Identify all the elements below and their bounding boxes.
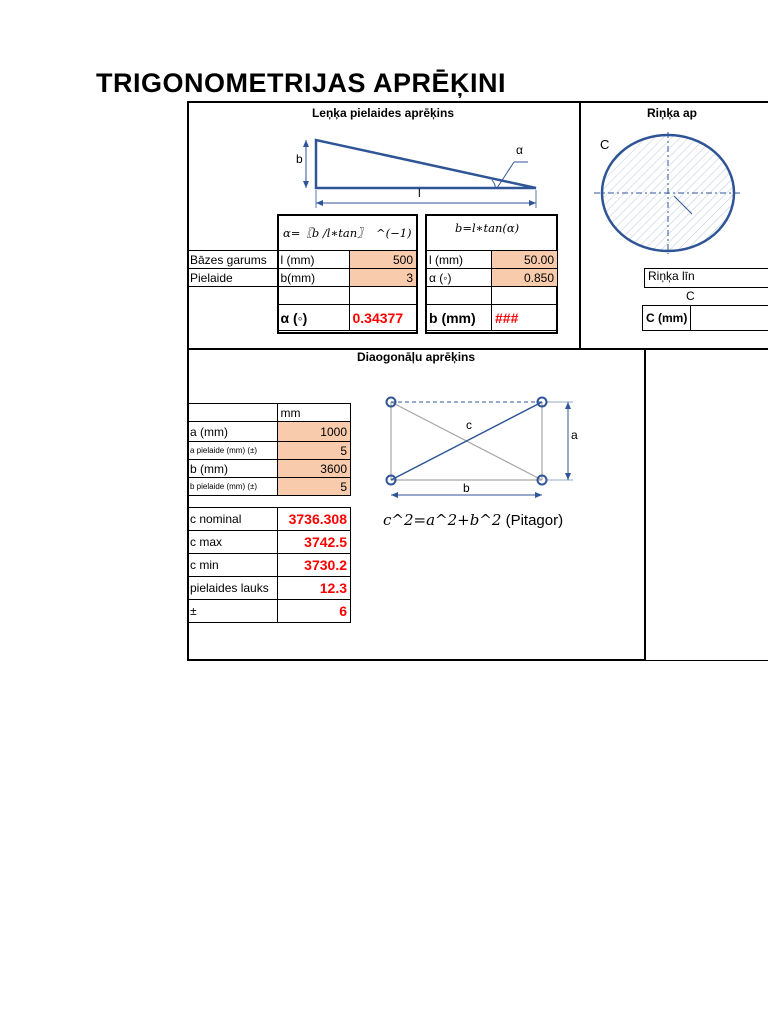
alpha-result-label: α (◦)	[277, 305, 349, 331]
angle-input[interactable]: 0.850	[492, 269, 558, 287]
diagonal-result-table	[187, 507, 351, 623]
c-max-value: 3742.5	[277, 531, 351, 554]
unit-header: mm	[277, 404, 351, 422]
c-nominal-value: 3736.308	[277, 508, 351, 531]
row-unit: α (◦)	[426, 269, 492, 287]
result-label: c max	[187, 531, 277, 554]
table-row	[187, 600, 351, 623]
table-row	[187, 460, 351, 478]
b-input[interactable]: 3600	[277, 460, 351, 478]
alpha-result-value: 0.34377	[349, 305, 417, 331]
a-tolerance-input[interactable]: 5	[277, 442, 351, 460]
rectangle-diagram	[380, 390, 580, 502]
circle-table-sub: C	[686, 289, 695, 303]
page-title: TRIGONOMETRIJAS APRĒĶINI	[96, 68, 507, 98]
base-length-input[interactable]: 500	[349, 251, 417, 269]
length-input[interactable]: 50.00	[492, 251, 558, 269]
table-row	[426, 251, 558, 269]
row-unit: b(mm)	[277, 269, 349, 287]
circle-section-title: Riņķa ap	[647, 106, 698, 120]
row-label: b pielaide (mm) (±)	[187, 478, 277, 496]
table-row	[187, 508, 351, 531]
b-formula: b=l∗tan(α)	[455, 221, 520, 235]
result-label: c nominal	[187, 508, 277, 531]
b-result-value: ###	[492, 305, 558, 331]
table-row	[187, 269, 417, 287]
table-row	[187, 577, 351, 600]
table-row	[187, 251, 417, 269]
pythagoras-note: (Pitagor)	[505, 512, 564, 529]
row-unit: l (mm)	[277, 251, 349, 269]
row-label: a pielaide (mm) (±)	[187, 442, 277, 460]
b-calc-table	[425, 250, 558, 331]
wedge-diagram	[292, 130, 552, 212]
a-input[interactable]: 1000	[277, 422, 351, 442]
rect-label-a: a	[571, 428, 578, 442]
row-label: a (mm)	[187, 422, 277, 442]
tolerance-field-value: 12.3	[277, 577, 351, 600]
angle-section-title: Leņķa pielaides aprēķins	[311, 106, 455, 120]
alpha-formula: α=〖b /l∗tan〗 ^(−1)	[283, 226, 412, 240]
plus-minus-value: 6	[277, 600, 351, 623]
pythagoras-equation: c^2=a^2+b^2	[383, 511, 502, 529]
label-b: b	[296, 152, 303, 166]
circle-result-label: C (mm)	[642, 305, 768, 331]
result-label: ±	[187, 600, 277, 623]
c-min-value: 3730.2	[277, 554, 351, 577]
rect-label-c: c	[466, 418, 472, 432]
rect-label-b: b	[463, 481, 470, 495]
table-row	[187, 531, 351, 554]
diagonal-section-title: Diaogonāļu aprēķins	[357, 350, 476, 364]
angle-input-table	[187, 250, 417, 331]
row-label: Bāzes garums	[187, 251, 277, 269]
diagonal-input-table	[187, 403, 351, 496]
row-unit: l (mm)	[426, 251, 492, 269]
result-label: c min	[187, 554, 277, 577]
label-alpha: α	[516, 143, 523, 157]
circle-table-label: Riņķa līn	[644, 268, 768, 288]
wedge-triangle	[316, 140, 536, 188]
table-row	[426, 269, 558, 287]
b-result-label: b (mm)	[426, 305, 492, 331]
result-label: pielaides lauks	[187, 577, 277, 600]
b-tolerance-input[interactable]: 5	[277, 478, 351, 496]
table-row	[187, 478, 351, 496]
tolerance-input[interactable]: 3	[349, 269, 417, 287]
row-label: Pielaide	[187, 269, 277, 287]
circle-diagram	[592, 132, 768, 256]
table-row	[187, 422, 351, 442]
circle-c-label: C	[600, 137, 610, 152]
table-row	[187, 442, 351, 460]
label-l: l	[418, 186, 421, 200]
pythagoras-formula	[383, 511, 563, 529]
alpha-leader	[497, 162, 514, 188]
table-row	[187, 554, 351, 577]
row-label: b (mm)	[187, 460, 277, 478]
